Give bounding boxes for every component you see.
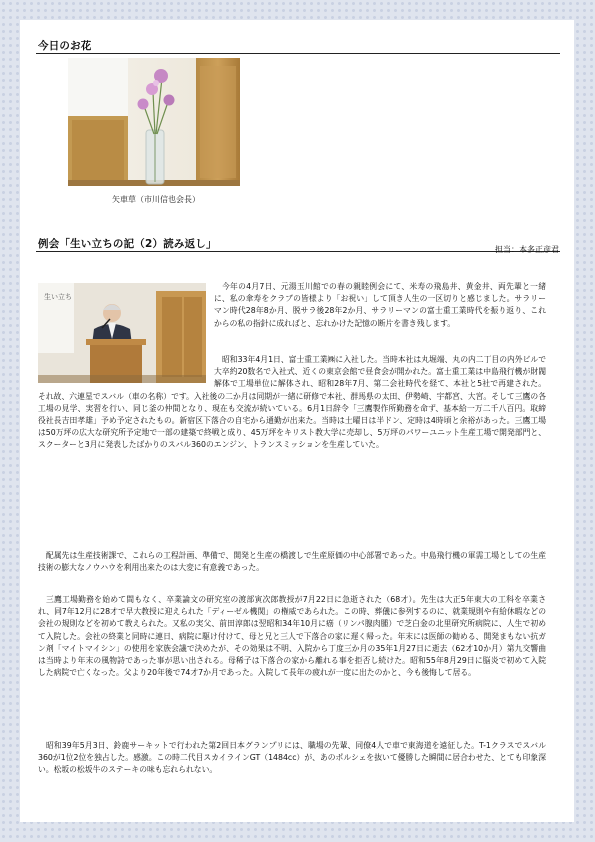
flower-photo-caption: 矢車草（市川信也会長） [112,195,200,204]
body-paragraph-5: 昭和39年5月3日、鈴鹿サーキットで行われた第2回日本グランプリには、職場の先輩、同僚4人で車で東海道を遠征した。T-1クラスでスバル360が1位2位を独占した。感激。この時二代目スカイラインGT（1484cc）が、あのポルシェを抜いて優勝した瞬間に居合わせた、とても印象深い。松坂の松坂牛のステーキの味も忘れられない。 [38,741,546,775]
body-paragraph-4: 三鷹工場勤務を始めて間もなく、卒業論文の研究室の渡部寅次郎教授が7月22日に急逝された（68才）。先生は大正5年東大の工科を卒業され、同7年12月に28才で早大教授に迎えられた「ディーゼル機関」の権威であられた。この時、葬儀に参列するのに、就業規則や有給休暇などの会社の規則などを初めて教えられた。又私の実父、前田淳郎は翌昭和34年10月に癌（リンパ腺肉腫）で芝白金の北里研究所病院に、人生で初めて入院した。会社の終業と同時に連日、病院に駆け付けて、母と兄と三人で下落合の家に遅く帰った。年末には医師の勧める、開発まもない抗ガン剤「マイトマイシン」の使用を家族会議で決めたが、その効果は不明、入院から丁度三か月の35年1月27日に逝去（62才10か月）第九交響曲は当時より年末の風物詩であった事が思い出される。母稀子は下落合の家から離れる事を拒否し続けた。昭和55年8月29日に脳炎で初めて入院した病院で亡くなった。父より20年後で74才7か月であった。入院して長年の疲れが一度に出たのかと、今も後悔して居る。 [38,595,546,678]
meeting-byline: 担当：本多正彦君 [495,245,559,254]
flower-photo [68,58,240,186]
body-paragraph-3: 配属先は生産技術課で、これらの工程計画、準備で、開発と生産の橋渡しで生産原価の中心部署であった。中島飛行機の軍需工場としての生産技術の膨大なノウハウを利用出来たのは大変に有意義であった。 [38,551,546,573]
speaker-photo-board-writing: 生い立ち [44,293,72,301]
body-paragraph-1: 今年の4月7日、元湯玉川館での春の親睦例会にて、米寿の飛島井、黄金井、両先輩と一緒に、私の傘寿をクラブの皆様より「お祝い」して頂き人生の一区切りと感じました。サラリーマン時代28年8か月、脱サラ後28年2か月、サラリーマンの富士重工業時代を振り返り、これからの私の指針に成ればと、忘れかけた記憶の断片を書き残します。 [214,282,546,328]
meeting-section-title: 例会「生い立ちの記（2）読み返し」 [38,238,217,250]
photo-wrap-spacer [38,354,214,384]
flower-section-rule [36,53,560,54]
body-paragraph-2: 昭和33年4月1日、富士重工業㈱に入社した。当時本社は丸堀端、丸の内二丁目の内外ビルで大卒約20数名で入社式、近くの東京会館で昼食会が開かれた。富士重工業は中島飛行機が財閥解体で工場単位に解体され、昭和28年7月、第二会社時代を経て、本社と5社で再建された。それ故、六連星でスバル（車の名称）です。入社後の二か月は同期が一緒に研修で本社、群馬県の太田、伊勢崎、宇都宮、大宮。そして三鷹の各工場の見学、実習を行い、同じ釜の仲間となり、現在も交流が続いている。6月1日辞令「三鷹製作所勤務を命ず、基本給一万二千八百円。取締役社長吉田孝雄」予め予定されたもの。新宿区下落合の自宅から通勤が出来た。当時は土曜日は半ドン、定時は4時頃と余裕があった。三鷹工場は50万坪の広大な研究所予定地で一部の建築で終戦と成り、45万坪をキリスト教大学に売却し、5万坪のパワーユニット生産工場で開発部門と、スクーターと3月に発表したばかりのスバル360のエンジン、トランスミッションを生産していた。 [38,355,546,450]
flower-photo-image [68,58,240,186]
flower-section-title: 今日のお花 [38,40,92,52]
meeting-section-rule [36,251,560,252]
